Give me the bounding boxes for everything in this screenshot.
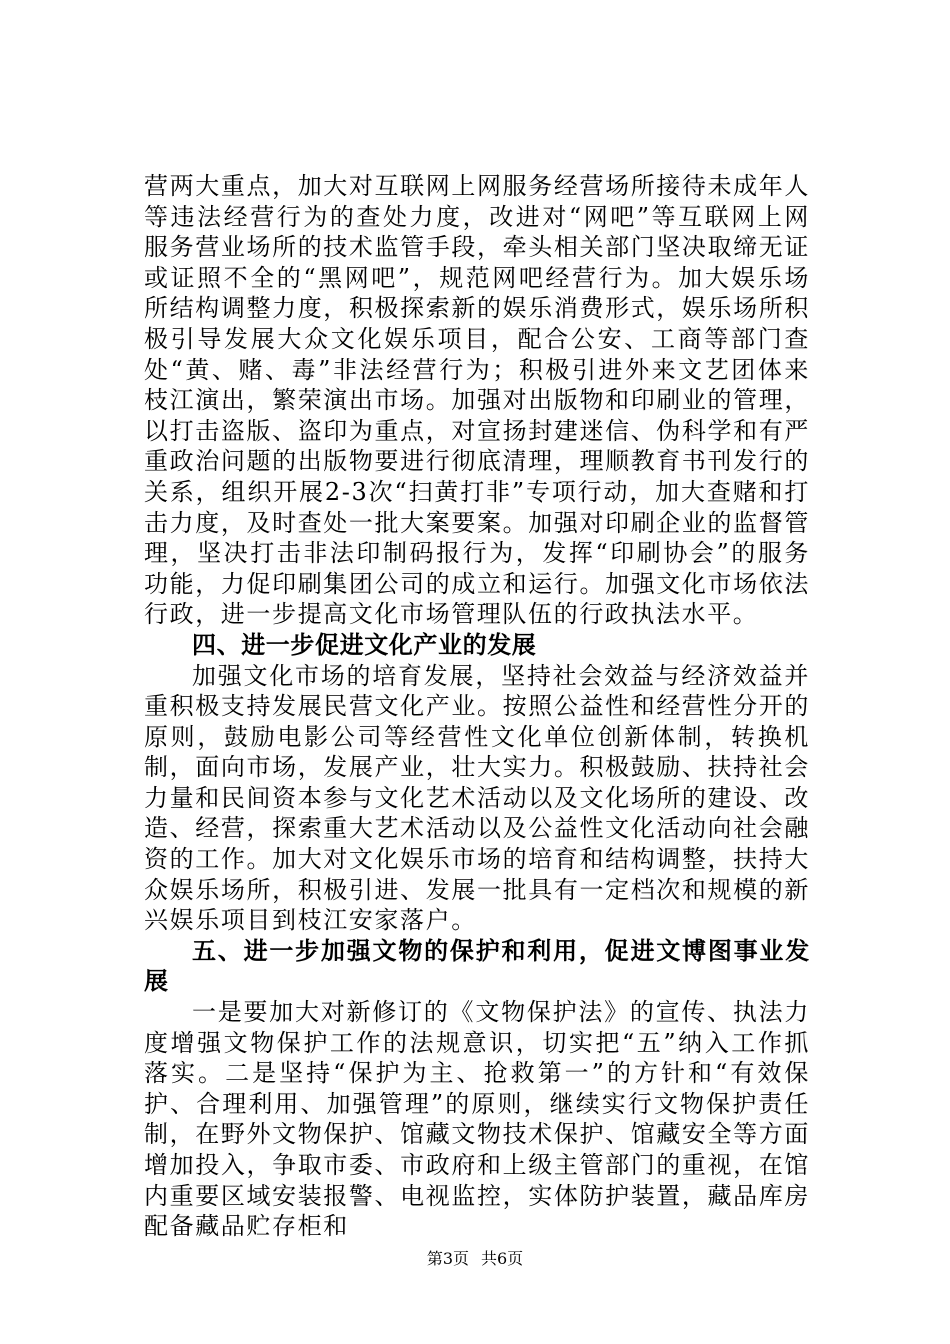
section-heading-cultural-relics: 五、进一步加强文物的保护和利用，促进文博图事业发展 — [144, 936, 810, 996]
paragraph-cultural-industry: 加强文化市场的培育发展，坚持社会效益与经济效益并重积极支持发展民营文化产业。按照公益性和经营性分开的原则，鼓励电影公司等经营性文化单位创新体制，转换机制，面向市场，发展产业，壮大实力。积极鼓励、扶持社会力量和民间资本参与文化艺术活动以及文化场所的建设、改造、经营，探索重大艺术活动以及公益性文化活动向社会融资的工作。加大对文化娱乐市场的培育和结构调整，扶持大众娱乐场所，积极引进、发展一批具有一定档次和规模的新兴娱乐项目到枝江安家落户。 — [144, 661, 810, 935]
page-number: 第3页 — [426, 1249, 469, 1268]
document-body — [144, 171, 810, 1242]
total-pages: 共6页 — [481, 1249, 524, 1268]
paragraph-cultural-relics: 一是要加大对新修订的《文物保护法》的宣传、执法力度增强文物保护工作的法规意识，切实把“五”纳入工作抓落实。二是坚持“保护为主、抢救第一”的方针和“有效保护、合理利用、加强管理”的原则，继续实行文物保护责任制，在野外文物保护、馆藏文物技术保护、馆藏安全等方面增加投入，争取市委、市政府和上级主管部门的重视，在馆内重要区域安装报警、电视监控，实体防护装置，藏品库房配备藏品贮存柜和 — [144, 998, 810, 1241]
paragraph-market-regulation: 营两大重点，加大对互联网上网服务经营场所接待未成年人等违法经营行为的查处力度，改进对“网吧”等互联网上网服务营业场所的技术监管手段，牵头相关部门坚决取缔无证或证照不全的“黑网吧”，规范网吧经营行为。加大娱乐场所结构调整力度，积极探索新的娱乐消费形式，娱乐场所积极引导发展大众文化娱乐项目，配合公安、工商等部门查处“黄、赌、毒”非法经营行为；积极引进外来文艺团体来枝江演出，繁荣演出市场。加强对出版物和印刷业的管理，以打击盗版、盗印为重点，对宣扬封建迷信、伪科学和有严重政治问题的出版物要进行彻底清理，理顺教育书刊发行的关系，组织开展2-3次“扫黄打非”专项行动，加大查赌和打击力度，及时查处一批大案要案。加强对印刷企业的监督管理，坚决打击非法印制码报行为，发挥“印刷协会”的服务功能，力促印刷集团公司的成立和运行。加强文化市场依法行政，进一步提高文化市场管理队伍的行政执法水平。 — [144, 172, 810, 629]
section-heading-cultural-industry: 四、进一步促进文化产业的发展 — [192, 630, 537, 659]
page-footer — [0, 1246, 950, 1269]
